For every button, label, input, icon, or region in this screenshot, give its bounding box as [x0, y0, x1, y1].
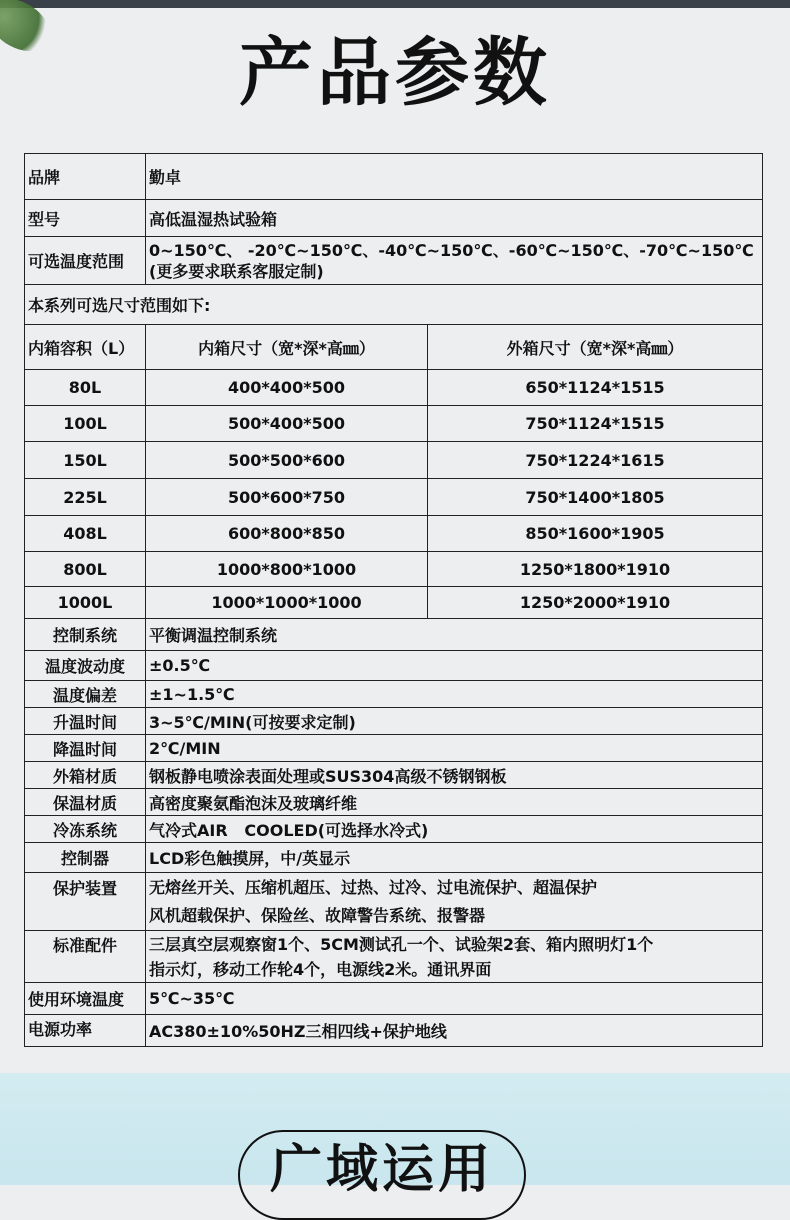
row-label: 控制系统 — [25, 619, 146, 651]
cell-volume: 225L — [25, 479, 146, 516]
cell-volume: 408L — [25, 516, 146, 552]
column-header: 内箱容积（L） — [25, 325, 146, 370]
table-row — [25, 681, 763, 708]
cell-inner-size: 1000*1000*1000 — [146, 587, 428, 619]
cell-volume: 1000L — [25, 587, 146, 619]
row-value: 2℃/MIN — [146, 735, 763, 762]
table-row — [25, 873, 763, 931]
row-value: 5℃~35℃ — [146, 983, 763, 1015]
row-value-line: 0~150℃、 -20℃~150℃、-40℃~150℃、-60℃~150℃、-70℃~150℃ — [149, 240, 754, 260]
row-label: 温度偏差 — [25, 681, 146, 708]
page-title: 产品参数 — [239, 30, 551, 116]
cell-inner-size: 400*400*500 — [146, 370, 428, 406]
row-value: LCD彩色触摸屏，中/英显示 — [146, 843, 763, 873]
row-value: 勤卓 — [146, 154, 763, 200]
table-row — [25, 762, 763, 789]
cell-outer-size: 850*1600*1905 — [428, 516, 763, 552]
row-value-line: 无熔丝开关、压缩机超压、过热、过冷、过电流保护、超温保护 — [149, 877, 598, 897]
section-title-applications: 广域运用 — [238, 1130, 526, 1220]
top-strip — [0, 0, 790, 8]
row-label: 型号 — [25, 200, 146, 237]
table-row — [25, 651, 763, 681]
size-section-title: 本系列可选尺寸范围如下: — [25, 285, 763, 325]
table-row — [25, 406, 763, 442]
row-value: 高密度聚氨酯泡沫及玻璃纤维 — [146, 789, 763, 816]
table-row — [25, 552, 763, 587]
table-row — [25, 843, 763, 873]
row-value: ±0.5℃ — [146, 651, 763, 681]
row-label: 标准配件 — [25, 931, 146, 983]
row-value — [146, 873, 763, 931]
row-value — [146, 931, 763, 983]
row-value: AC380±10%50HZ三相四线+保护地线 — [146, 1015, 763, 1047]
cell-outer-size: 750*1400*1805 — [428, 479, 763, 516]
table-row — [25, 237, 763, 285]
cell-volume: 800L — [25, 552, 146, 587]
table-header-row — [25, 325, 763, 370]
cell-volume: 100L — [25, 406, 146, 442]
cell-inner-size: 500*500*600 — [146, 442, 428, 479]
row-label: 保护装置 — [25, 873, 146, 931]
row-value: ±1~1.5℃ — [146, 681, 763, 708]
cell-outer-size: 650*1124*1515 — [428, 370, 763, 406]
row-value-line: 三层真空层观察窗1个、5CM测试孔一个、试验架2套、箱内照明灯1个 — [149, 934, 654, 954]
row-label: 温度波动度 — [25, 651, 146, 681]
row-label: 升温时间 — [25, 708, 146, 735]
row-value-line: (更多要求联系客服定制) — [149, 261, 324, 281]
cell-outer-size: 1250*2000*1910 — [428, 587, 763, 619]
table-row — [25, 516, 763, 552]
row-value-line: 指示灯，移动工作轮4个，电源线2米。通讯界面 — [149, 959, 492, 979]
cell-outer-size: 750*1124*1515 — [428, 406, 763, 442]
row-label: 降温时间 — [25, 735, 146, 762]
row-label: 外箱材质 — [25, 762, 146, 789]
row-label: 冷冻系统 — [25, 816, 146, 843]
row-value: 平衡调温控制系统 — [146, 619, 763, 651]
row-label: 可选温度范围 — [25, 237, 146, 285]
row-label: 品牌 — [25, 154, 146, 200]
cell-outer-size: 750*1224*1615 — [428, 442, 763, 479]
column-header: 内箱尺寸（宽*深*高㎜） — [146, 325, 428, 370]
table-row — [25, 479, 763, 516]
table-row — [25, 816, 763, 843]
spec-table — [24, 153, 763, 1047]
row-value: 钢板静电喷涂表面处理或SUS304高级不锈钢钢板 — [146, 762, 763, 789]
cell-outer-size: 1250*1800*1910 — [428, 552, 763, 587]
row-value-line: 风机超载保护、保险丝、故障警告系统、报警器 — [149, 905, 486, 925]
table-row — [25, 735, 763, 762]
table-row — [25, 442, 763, 479]
cell-inner-size: 500*600*750 — [146, 479, 428, 516]
table-row — [25, 587, 763, 619]
row-label: 保温材质 — [25, 789, 146, 816]
table-row — [25, 200, 763, 237]
row-value — [146, 237, 763, 285]
row-label: 使用环境温度 — [25, 983, 146, 1015]
table-row — [25, 931, 763, 983]
table-row — [25, 708, 763, 735]
row-value: 3~5℃/MIN(可按要求定制) — [146, 708, 763, 735]
table-row — [25, 789, 763, 816]
cell-volume: 150L — [25, 442, 146, 479]
table-row — [25, 983, 763, 1015]
table-row — [25, 285, 763, 325]
row-value: 气冷式AIR COOLED(可选择水冷式) — [146, 816, 763, 843]
row-label: 控制器 — [25, 843, 146, 873]
table-row — [25, 619, 763, 651]
row-label: 电源功率 — [25, 1015, 146, 1047]
table-row — [25, 370, 763, 406]
row-value: 高低温湿热试验箱 — [146, 200, 763, 237]
cell-inner-size: 600*800*850 — [146, 516, 428, 552]
table-row — [25, 154, 763, 200]
cell-inner-size: 500*400*500 — [146, 406, 428, 442]
column-header: 外箱尺寸（宽*深*高㎜） — [428, 325, 763, 370]
cell-volume: 80L — [25, 370, 146, 406]
table-row — [25, 1015, 763, 1047]
cell-inner-size: 1000*800*1000 — [146, 552, 428, 587]
